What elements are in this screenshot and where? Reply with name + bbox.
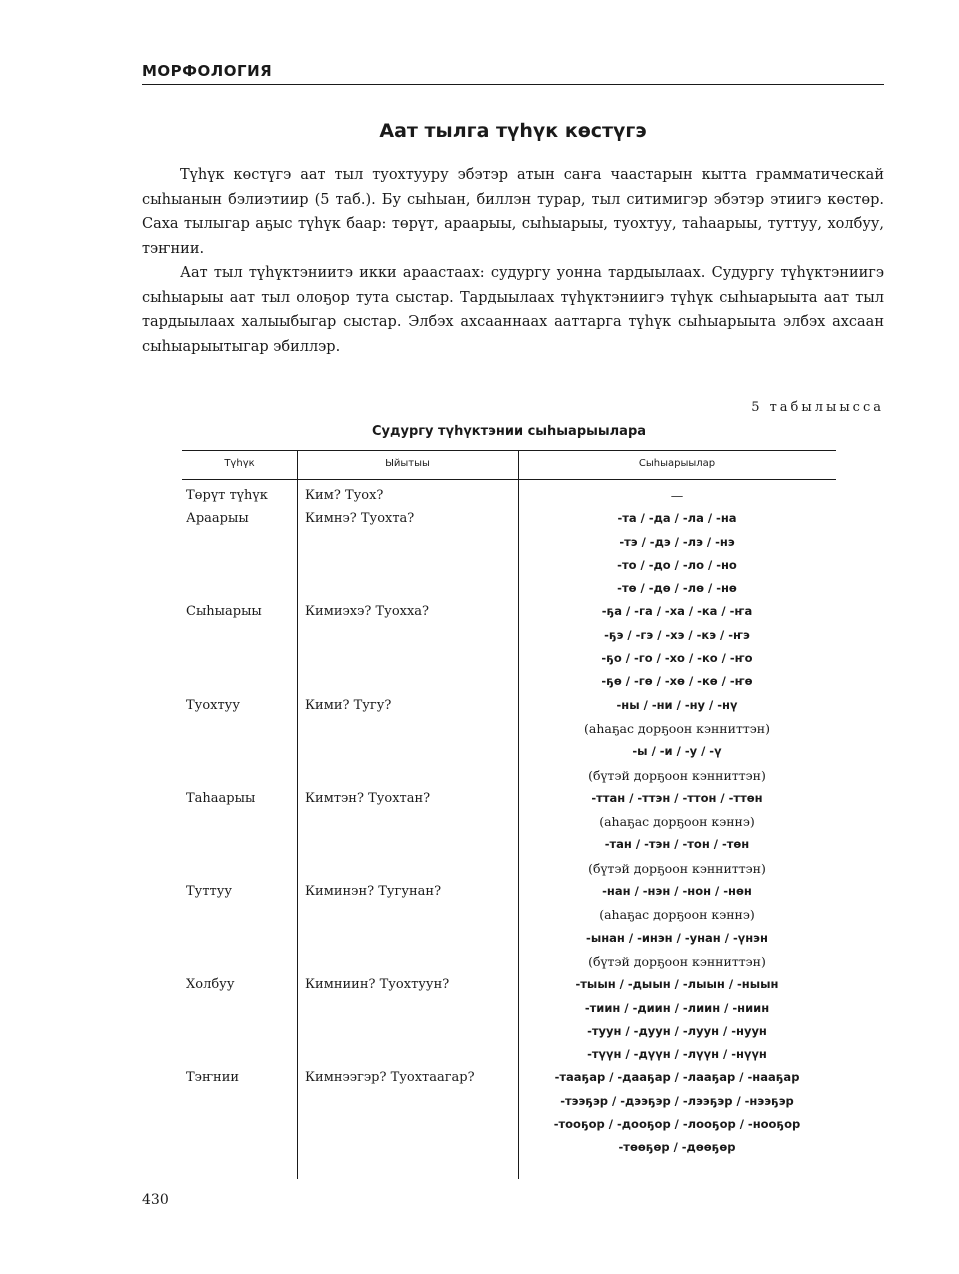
page-number: 430 [142, 1192, 169, 1208]
case-name: Сыһыарыы [186, 604, 262, 620]
paragraph: Аат тыл түһүктэниитэ икки араастаах: судургу уонна тардыылаах. Судургу түһүктэниигэ сыһыарыы аат тыл олоҕор тута сыстар. Тардыылаах түһүктэниигэ түһүк сыһыарыыта аат тыл тардыылаах халыыбыгар сыстар. Элбэх ахсааннаах ааттарга түһүк сыһыарыыта элбэх ахсаан сыһыарыытыгар эбиллэр. [142, 265, 884, 355]
suffix-note: (аһаҕас дорҕоон кэнниттэн) [583, 720, 771, 736]
section-title: Аат тылга түһүк көстүгэ [379, 120, 647, 142]
table-row [182, 787, 836, 880]
case-question: Кимнээгэр? Туохтаагар? [305, 1070, 475, 1086]
column-header-suffixes: Сыһыарыылар [638, 458, 716, 469]
case-suffixes [518, 694, 836, 787]
table-number: 5 табылыысса [751, 400, 884, 415]
table-row [182, 507, 836, 600]
column-header-case: Түһүк [224, 458, 255, 469]
case-name: Туохтуу [186, 697, 240, 713]
case-question: Кимиэхэ? Туохха? [305, 604, 430, 620]
column-header-question: Ыйытыы [385, 458, 430, 469]
case-suffixes [518, 507, 836, 600]
suffix-line: -тэ / -дэ / -лэ / -нэ [619, 534, 735, 549]
suffix-line: -тиин / -диин / -лиин / -ниин [584, 1000, 770, 1015]
table-row [182, 694, 836, 787]
suffix-line: -ҕо / -го / -хо / -ко / -ҥо [601, 651, 753, 666]
case-question: Кимтэн? Туохтан? [305, 790, 431, 806]
case-question: Кими? Тугу? [305, 697, 392, 713]
case-question: Кимниин? Туохтуун? [305, 977, 450, 993]
case-suffixes [518, 484, 836, 507]
case-name: Тэҥнии [186, 1070, 240, 1086]
suffix-line: -ттан / -ттэн / -ттон / -ттөн [591, 790, 763, 805]
table-row [182, 1066, 836, 1159]
case-suffixes [518, 973, 836, 1066]
case-question: Кимнэ? Туохта? [305, 511, 415, 527]
suffix-line: -ы / -и / -у / -ү [632, 744, 722, 759]
table-row [182, 600, 836, 693]
case-question: Киминэн? Тугунан? [305, 884, 442, 900]
case-suffixes [518, 1066, 836, 1159]
suffix-line: -тээҕэр / -дээҕэр / -лээҕэр / -нээҕэр [560, 1093, 794, 1108]
case-name: Туттуу [186, 884, 233, 900]
suffix-line: -туун / -дуун / -луун / -нуун [587, 1023, 767, 1038]
table-top-rule [182, 450, 836, 451]
suffix-line: -то / -до / -ло / -но [617, 557, 737, 572]
case-name: Араарыы [186, 511, 249, 527]
table-header-rule [182, 479, 836, 480]
suffix-line: -түүн / -дүүн / -лүүн / -нүүн [587, 1047, 767, 1062]
suffix-line: -тааҕар / -дааҕар / -лааҕар / -нааҕар [554, 1070, 800, 1085]
table-row [182, 484, 836, 507]
body-text [142, 163, 884, 359]
case-suffixes [518, 880, 836, 973]
suffix-note: (бүтэй дорҕоон кэнниттэн) [588, 767, 766, 783]
suffix-line: — [670, 488, 684, 503]
suffix-line: -ҕө / -гө / -хө / -кө / -ҥө [601, 674, 753, 689]
suffix-line: -тыын / -дыын / -лыын / -ныын [575, 977, 779, 992]
running-header: МОРФОЛОГИЯ [142, 62, 273, 80]
case-suffixes [518, 787, 836, 880]
suffix-line: -ынан / -инэн / -унан / -үнэн [586, 930, 768, 945]
suffix-note: (бүтэй дорҕоон кэнниттэн) [588, 860, 766, 876]
case-suffixes [518, 600, 836, 693]
suffix-line: -нан / -нэн / -нон / -нөн [602, 884, 752, 899]
table-title: Судургу түһүктэнии сыһыарыылара [371, 424, 647, 439]
suffix-note: (аһаҕас дорҕоон кэннэ) [599, 814, 755, 830]
case-name: Таһаарыы [186, 790, 256, 806]
suffix-line: -тооҕор / -дооҕор / -лооҕор / -нооҕор [553, 1117, 801, 1132]
suffix-line: -та / -да / -ла / -на [617, 511, 737, 526]
table-body [182, 484, 836, 1160]
case-name: Холбуу [186, 977, 235, 993]
table-row [182, 973, 836, 1066]
paragraph: Түһүк көстүгэ аат тыл туохтууру эбэтэр атын саҥа чаастарын кытта грамматическай сыһыанын бэлиэтиир (5 таб.). Бу сыһыан, биллэн турар, тыл ситимигэр эбэтэр этиигэ көстөр. Саха тылыгар аҕыс түһүк баар: төрүт, араарыы, сыһыарыы, туохтуу, таһаарыы, туттуу, холбуу, тэҥнии. [142, 167, 884, 257]
suffix-line: -ҕэ / -гэ / -хэ / -кэ / -ҥэ [604, 627, 750, 642]
case-question: Ким? Туох? [305, 488, 384, 503]
suffix-line: -ны / -ни / -ну / -нү [616, 697, 738, 712]
suffix-line: -ҕа / -га / -ха / -ка / -ҥа [601, 604, 753, 619]
suffix-note: (бүтэй дорҕоон кэнниттэн) [588, 953, 766, 969]
suffix-line: -төөҕөр / -дөөҕөр [618, 1140, 736, 1155]
suffix-line: -тан / -тэн / -тон / -төн [604, 837, 750, 852]
table-row [182, 880, 836, 973]
case-name: Төрүт түһүк [186, 488, 268, 503]
suffix-note: (аһаҕас дорҕоон кэннэ) [599, 907, 755, 923]
suffix-line: -тө / -дө / -лө / -нө [617, 581, 737, 596]
header-rule [142, 84, 884, 85]
